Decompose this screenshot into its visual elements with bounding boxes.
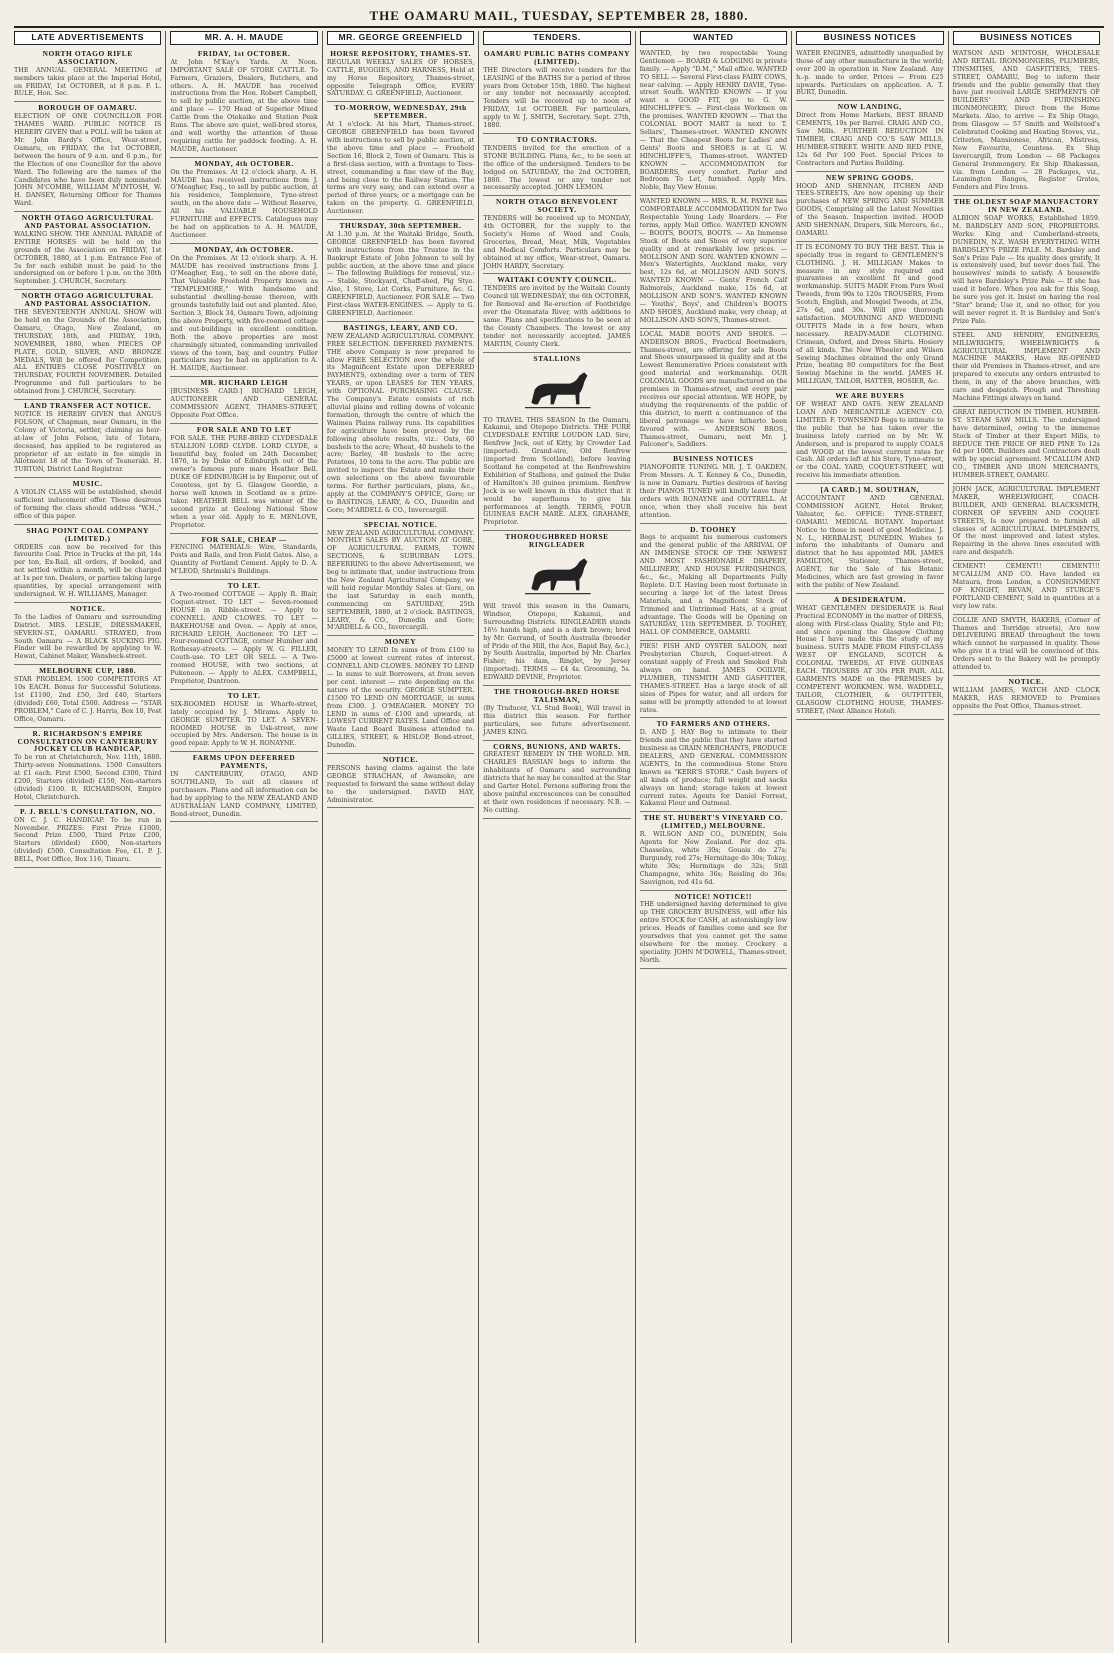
ad-title: D. TOOHEY [690, 524, 737, 534]
advertisement-to-contractors [483, 134, 630, 196]
advertisement-north-otago-agricultural-and-pastora [14, 212, 161, 290]
ad-body: WATER ENGINES, admittedly unequalled by those of any other manufacture in the world; over 200 in operation in New Zealand. Any h.-p. made to order. Prices — From £25 upwards. Particulars on application. A. T. BURT, Dunedin. [796, 48, 944, 97]
ad-body: THE SEVENTEENTH ANNUAL SHOW will be held on the Grounds of the Association, Oamaru, Otago, New Zealand, on THURSDAY, 18th, and FRIDAY, 19th, NOVEMBER, 1880, when PIECES OF PLATE, GOLD, SILVER, AND BRONZE MEDALS, Will be offered for Competition. ALL ENTRIES CLOSE POSITIVELY on THURSDAY, FOURTH NOVEMBER. Detailed Programme and full particulars to be obtained from J. CHURCH, Secretary. [14, 308, 162, 396]
ad-body: TENDERS are invited by the Waitaki County Council till WEDNESDAY, the 6th OCTOBER, for Removal and Re-erection of Footbridge over the Otematata River, with additions to same. Plans and specifications to be seen at the County Chambers. The lowest or any tender not necessarily accepted. JAMES MARTIN, County Clerk. [483, 284, 631, 348]
advertisement-waitaki-county-council [483, 274, 630, 352]
column-header: MR. GEORGE GREENFIELD [327, 31, 474, 45]
ad-body: TENDERS invited for the erection of a STONE BUILDING. Plans, &c., to be seen at the office of the undersigned. Tenders to be lodged on SATURDAY, the 2nd OCTOBER, 1880. The lowest or any tender not necessarily accepted. JOHN LEMON. [483, 143, 631, 192]
column-header: BUSINESS NOTICES [796, 31, 943, 45]
ad-title: FOR SALE AND TO LET [196, 424, 292, 434]
ad-title: MUSIC. [72, 479, 103, 489]
ad-title: WAITAKI COUNTY COUNCIL. [497, 275, 617, 285]
advertisement-north-otago-rifle-association [14, 48, 161, 102]
horse-illustration-icon [512, 366, 602, 414]
horse-illustration-icon [512, 552, 602, 600]
ad-body: JOHN JACK, AGRICULTURAL IMPLEMENT MAKER, WHEELWRIGHT, COACH-BUILDER, AND GENERAL BLACKSMITH, CORNER OF SEVERN AND COQUET-STREETS, Is now prepared to furnish all classes of AGRICULTURAL IMPLEMENTS, Of the most improved and latest styles. Repairing in the above lines executed with care and despatch. [952, 485, 1100, 557]
ad-body: A Two-roomed COTTAGE — Apply R. Blair, Coquet-street. TO LET — Seven-roomed HOUSE in Ribble-street. — Apply to CONNELL AND CLOWES. TO LET — BAKEHOUSE and Oven. — Apply at once, RICHARD LEIGH, Auctioneer. TO LET — Four-roomed COTTAGE, corner Humber and Rothesay-streets. — Apply W. G. FILLER, Couth-use. TO LET OR SELL — A Two-roomed HOUSE, with two sections, at Pukeneon. — Apply to ALEX. CAMPBELL, Proprietor, Duntroon. [170, 590, 318, 685]
ad-title: NOTICE. [1008, 676, 1044, 686]
advertisement-monday-4th-october [170, 244, 317, 378]
ad-title: SHAG POINT COAL COMPANY (LIMITED.) [26, 525, 149, 543]
ad-title: TO-MORROW, WEDNESDAY, 29th SEPTEMBER. [334, 103, 467, 121]
advertisement-to-farmers-and-others [640, 718, 787, 812]
advertisement-corns-bunions-and-warts [483, 741, 630, 819]
ad-title: LAND TRANSFER ACT NOTICE. [24, 401, 152, 411]
advertisement-item-4 [953, 484, 1100, 561]
ad-title: SPECIAL NOTICE. [363, 519, 438, 529]
advertisement-p-j-bell-s-consultation-no [14, 806, 161, 868]
ad-body: To be run at Christchurch, Nov. 11th, 1880. Thirty-seven Nominations. 1500 Consulters at £1 each. First £500, Second £300, Third £200, Starters (divided) £150, Non-starters (divided) £100. R. RICHARDSON, Empire Hotel, Christchurch. [14, 753, 162, 801]
advertisement-item-3 [953, 407, 1100, 484]
advertisement-item-0 [796, 48, 943, 101]
advertisement-melbourne-cup-1880 [14, 665, 161, 727]
ad-body: R. WILSON AND CO., DUNEDIN, Sole Agents for New Zealand. Per doz qts. Chasselas, white 30s; Gouais do 27s; Burgundy, red 27s; Hermitage do 30s; Tokay, white 30s; Hermitage do 32s; Still Champagne, white 36s; Reisling do 36s; Sauvignon, red 41s 6d. [639, 830, 788, 886]
ad-body: WATSON AND M'INTOSH, WHOLESALE AND RETAIL IRONMONGERS, PLUMBERS, TINSMITHS, AND GASFITTERS, TEES-STREET, OAMARU, Beg to inform their friends and the public generally that they have just received LARGE SHIPMENTS OF BUILDERS' AND FURNISHING IRONMONGERY, Direct from the Home Markets. Also, to arrive — Ex Ship Otago, from Glasgow — 57 Smith and Wellstood's Celebrated Cooking and Heating Stoves, viz., Criterion, Mansionese, African, Mistress, New Favourite, Countess. Ex Ship Invercargill, from London — 68 Packages General Ironmongery. Ex Ship Rhakassan, via. from London — 28 Packages, viz., Leamington Ranges, Register Grates, Fenders and Fire Irons. [952, 48, 1100, 192]
ad-title: HORSE REPOSITORY, THAMES-ST. [330, 48, 471, 58]
ad-title: BUSINESS NOTICES [673, 454, 754, 464]
advertisement-the-oldest-soap-manufactory-in-new-z [953, 196, 1100, 330]
ad-title: BASTINGS, LEARY, AND CO. [343, 322, 458, 332]
ad-title: NORTH OTAGO BENEVOLENT SOCIETY. [496, 197, 618, 215]
advertisement-mr-richard-leigh [170, 377, 317, 424]
ad-body: Direct from Home Markets, BEST BRAND CEMENTS, 19s per Barrel. CRAIG AND CO., Saw Mills. FURTHER REDUCTION IN TIMBER. CRAIG AND CO.'S SAW MILLS, HUMBER-STREET. WHITE AND RED PINE, 12s 6d Per 100 Feet. Special Prices to Contractors and Parties Building. [796, 111, 944, 167]
ad-title: TO CONTRACTORS. [516, 134, 598, 144]
advertisement-item-6 [953, 615, 1100, 676]
advertisement-north-otago-agricultural-and-pastora [14, 290, 161, 400]
ad-title: NORTH OTAGO RIFLE ASSOCIATION. [42, 48, 133, 66]
advertisement-horse-repository-thames-st [327, 48, 474, 102]
advertisement-we-are-buyers [796, 390, 943, 484]
ad-title: [A CARD.] M. SOUTHAN, [820, 485, 920, 495]
ad-title: TO FARMERS AND OTHERS. [656, 719, 771, 729]
ad-title: NOTICE. [382, 755, 419, 765]
column-header: BUSINESS NOTICES [953, 31, 1100, 45]
ad-body: MONEY TO LEND In sums of from £100 to £5000 at lowest current rates of interest. CONNELL AND CLOWES. MONEY TO LEND — In sums to suit Borrowers, at from seven per cent. interest — rate depending on the nature of the security. GEORGE SUMPTER. £1500 TO LEND ON MORTGAGE, in sums from £300. J. O'MEAGHER. MONEY TO LEND in sums of £100 and upwards, at LOWEST CURRENT RATES. Land Office and Waste Land Board Business attended to. GILLIES, STREET, & HISLOP, Bond-street, Dunedin. [326, 646, 475, 750]
advertisement-business-notices [640, 453, 787, 523]
ad-body: At John M'Kay's Yards. At Noon. IMPORTANT SALE OF STORE CATTLE. To Farmers, Graziers, Dealers, Butchers, and others. A. H. MAUDE has received instructions from the Hon. Robert Campbell, to sell by public auction, at the above time and place — 170 Head of Superior Mixed Cattle from the Otekaike and Station Peak Runs. The above are quiet, well-bred stores, and well worthy the attention of those requiring cattle for paddock feeding. A. H. MAUDE, Auctioneer. [170, 57, 318, 153]
ad-title: WE ARE BUYERS [835, 391, 905, 401]
ad-body: CEMENT! CEMENT!! CEMENT!!! M'CALLUM AND CO. Have landed ex Mataura, from London, a CONSIGNMENT OF KNIGHT, BEVAN, AND STURGE'S PORTLAND CEMENT, Sold in quantities at a very low rate. [952, 562, 1100, 610]
ad-body: At 1 o'clock. At his Mart, Thames-street. GEORGE GREENFIELD has been favored with instructions to sell by public auction, at the above time and place — Freehold Section 16, Block 2, Town of Oamaru. This is a first-class section, with a frontage to Tees-street, commanding a fine view of the Bay, and being close to the Railway Station. The terms are very easy, and can extend over a period of three years; or a mortgage can be taken on the property. G. GREENFIELD, Auctioneer. [326, 120, 475, 216]
ad-title: STALLIONS [533, 353, 581, 363]
ad-title: MONDAY, 4th OCTOBER. [194, 158, 294, 168]
ad-body: STEEL AND HENDRY, ENGINEERS, MILLWRIGHTS, WHEELWRIGHTS & AGRICULTURAL IMPLEMENT AND MACHINE MAKERS, Have RE-OPENED their old Premises in Thames-street, and are prepared to execute any orders entrusted to them, in any of the above branches, with care and despatch. Plough and Threshing Machine Fittings always on hand. [952, 330, 1100, 402]
advertisement-to-morrow-wednesday-29th-september [327, 102, 474, 220]
advertisement-friday-1st-october [170, 48, 317, 158]
advertisement-item-2 [953, 330, 1100, 407]
ad-body: IT IS ECONOMY TO BUY THE BEST. This is specially true in regard to GENTLEMEN'S CLOTHING. J. H. MILLIGAN Makes to measure in any style required and guarantees an excellent fit and good workmanship. SUITS MADE From Pure Wool Tweeds, from 90s to 120s TROUSERS, From Scotch, English, and Mosgiel Tweeds, at 25s, 27s 6d, and 30s. Will give thorough satisfaction. MOURNING AND WEDDING OUTFITS Made in a few hours, when necessary. READY-MADE CLOTHING. Crimean, Oxford, and Dress Shirts. Hosiery of all kinds. The New Wheeler and Wilson Sewing Machines obtained the only Grand Prize, beating 80 competitors for the Best Sewing Machine in the world. JAMES H. MILLIGAN, TAILOR, HATTER, HOSIER, &c. [796, 242, 944, 386]
ad-title: NORTH OTAGO AGRICULTURAL AND PASTORAL ASSOCIATION. [21, 291, 154, 309]
ad-body: WALKING SHOW. THE ANNUAL PARADE of ENTIRE HORSES will be held on the grounds of the Association on FRIDAY, 1st OCTOBER, 1880, at 1 p.m. Entrance Fee of 5s for each exhibit must be paid to the undersigned on or before 1 p.m. on the 30th September. J. CHURCH, Secretary. [14, 229, 162, 286]
ad-title: NOW LANDING, [837, 102, 902, 112]
advertisement-new-spring-goods [796, 172, 943, 242]
ad-title: FRIDAY, 1st OCTOBER. [197, 48, 291, 58]
advertisement-item-5 [953, 561, 1100, 614]
ad-body: ON C. J. C. HANDICAP. To be run in November. PRIZES: First Prize £1000, Second Prize £500, Third Prize £200, Starters (divided) £600, Non-starters (divided) £500. Consultation Fee, £1. P. J. BELL, Post Office, Box 116, Timaru. [14, 815, 162, 864]
advertisement-money [327, 636, 474, 754]
advertisement-the-st-hubert-s-vineyard-co-limited- [640, 812, 787, 890]
ad-body: A VIOLIN CLASS will be established, should sufficient inducement offer. Those desirous of forming the class should address "W.H.," office of this paper. [14, 488, 162, 520]
column-6 [791, 31, 947, 1643]
ad-body: COLLIE AND SMYTH, BAKERS, (Corner of Thames and Torridge streets), Are now DELIVERING BREAD throughout the town which cannot be surpassed in quality. Those who give it a trial will be convinced of this. Orders sent to the Bakery will be promptly attended to. [952, 615, 1100, 672]
ad-body: THE Directors will receive tenders for the LEASING of the BATHS for a period of three years from October 15th, 1880. The highest or any tender not necessarily accepted. Tenders will be received up to noon of FRIDAY, 1st OCTOBER. For particulars, apply to W. J. SMITH, Secretary. Sept. 27th, 1880. [483, 65, 631, 130]
ad-body: To the Ladies of Oamaru and surrounding District. MRS. LESLIE, DRESSMAKER, SEVERN-ST., OAMARU. STRAYED, from South Oamaru — A BLACK SUCKING PIG. Finder will be rewarded by applying to W. Hewat, Cabinet Maker, Wansbeck-street. [14, 612, 162, 661]
ad-title: THOROUGHBRED HORSE RINGLEADER [505, 532, 609, 550]
ad-body: On the Premises. At 12 o'clock sharp. A. H. MAUDE has received instructions from J. O'Meagher, Esq., to sell on the above date, That Valuable Freehold Property known as "TEMPLEMORE," With handsome and substantial dwelling-house thereon, with grounds tastefully laid out and planted. Also, Section 3, Block 34, Oamaru Town, adjoining the above Property, with five-roomed cottage and out-buildings in excellent condition. Both the above properties are most charmingly situated, commanding unrivalled views of the town, bay, and country. Fuller particulars may be had on application to A. H. MAUDE, Auctioneer. [170, 253, 318, 373]
column-5 [635, 31, 791, 1643]
column-3 [322, 31, 478, 1643]
ad-body: ALBION SOAP WORKS, Established 1859. M. BARDSLEY AND SON, PROPRIETORS. Works: King and Cumberland-streets, DUNEDIN, N.Z. WASH EVERYTHING WITH BARDSLEY'S PRIZE PALE. M. Bardsley and Son's Prize Pale — Its quality does gratify, It is extensively used, but never does fail. The housewives' minds to satisfy. A housewife will have Bardsley's Prize Pale — If she has used it before. When you ask for this Soap, be sure you get it. Insist on having the real "Star" brand; Use it, and no other, for you will never regret it. It is Bardsley and Son's Prize Pale. [952, 214, 1100, 325]
advertisement-item-3 [796, 242, 943, 390]
ad-body: LOCAL MADE BOOTS AND SHOES. — ANDERSON BROS., Practical Bootmakers, Thames-street, are offering for sale Boots and Shoes unsurpassed in quality and at the Lowest Remunerative Prices consistent with good material and workmanship. OUR COLONIAL GOODS are manufactured on the premises in Thames-street, and every pair receives our special attention. WE HOPE, by studying the requirements of the public of this district, to merit a continuance of the liberal patronage we have hitherto been favored with. — ANDERSON BROS., Thames-street, Oamaru, next Mr. J. Falconer's, Saddlers. [639, 329, 788, 449]
advertisement-notice [327, 754, 474, 808]
advertisement-monday-4th-october [170, 158, 317, 244]
ad-body: PIANOFORTE TUNING. MR. J. T. OAKDEN, From Messrs. A. T. Kenney & Co., Dunedin, is now in Oamaru. Parties desirous of having their PIANOS TUNED will kindly leave their orders with RONAYNE and COTTRELL. At once, when they shall receive his best attention. [639, 463, 788, 519]
ad-body: GREAT REDUCTION IN TIMBER. HUMBER-ST. STEAM SAW MILLS. The undersigned have determined, owing to the immense Stock of Timber at their Export Mills, to REDUCE THE PRICE OF RED PINE To 12s 6d per 100ft. Builders and Contractors dealt with by special agreement. M'CALLUM AND CO., TIMBER AND IRON MERCHANTS, HUMBER-STREET, OAMARU. [952, 407, 1100, 480]
advertisement-item-0 [953, 48, 1100, 196]
advertisement-to-let [170, 580, 317, 690]
ad-title: R. RICHARDSON'S EMPIRE CONSULTATION ON CANTERBURY JOCKEY CLUB HANDICAP, [17, 728, 158, 754]
ad-body: WANTED KNOWN — MRS. R. M. PAYNE has COMFORTABLE ACCOMMODATION for Two Respectable Young Lady Boarders. — For terms, apply Mail Office. WANTED KNOWN — BOOTS, BOOTS, BOOTS. — An Immense Stock of Boots and Shoes of very superior quality and at remarkably low prices. — MOLLISON AND SON. WANTED KNOWN — Men's Watertights, Auckland make, very best, 12s 6d, at MOLLISON AND SON'S. WANTED KNOWN — Gents' French Calf Balmorals, Auckland make, 15s 6d, at MOLLISON AND SON'S. WANTED KNOWN — Youths', Boys', and Children's BOOTS AND SHOES, Auckland make, very cheap, at MOLLISON AND SON'S, Thames-street. [639, 197, 788, 324]
advertisement-a-card-m-southan [796, 484, 943, 594]
ad-body: HOOD AND SHENNAN, ITCHEN AND TEES-STREETS, Are now opening up their purchases of NEW SPRING AND SUMMER GOODS, Comprising all the Latest Novelties of the Season. Inspection invited. HOOD AND SHENNAN, Drapers, Silk Mercers, &c., OAMARU. [796, 181, 944, 237]
ad-title: BOROUGH OF OAMARU. [38, 103, 138, 113]
ad-title: THE OLDEST SOAP MANUFACTORY IN NEW ZEALAND. [953, 197, 1099, 215]
ad-title: MONEY [384, 637, 417, 647]
column-header: MR. A. H. MAUDE [170, 31, 317, 45]
ad-body: STAR PROBLEM. 1500 COMPETITORS AT 10s EACH. Bonus for Successful Solutions. 1st £1100, 2nd £50, 3rd £40, Starters (divided) £60, Total £500. Address — "STAR PROBLEM," Care of C. J. Harris, Box 10, Post Office, Oamaru. [14, 675, 162, 723]
advertisement-item-2 [640, 329, 787, 454]
ad-body: WILLIAM JAMES, WATCH AND CLOCK MAKER, HAS REMOVED to Premises opposite the Post Office, Thames-street. [952, 685, 1100, 710]
ad-body: REGULAR WEEKLY SALES OF HORSES, CATTLE, BUGGIES, AND HARNESS, Held at my Horse Repository, Thames-street, opposite Telegraph Office, EVERY SATURDAY. G. GREENFIELD, Auctioneer. [326, 57, 475, 98]
ad-title: CORNS, BUNIONS, AND WARTS. [493, 741, 621, 751]
advertisement-notice-notice [640, 891, 787, 969]
column-4 [478, 31, 634, 1643]
column-1 [14, 31, 165, 1643]
advertisement-thoroughbred-horse-ringleader [483, 531, 630, 686]
ad-title: OAMARU PUBLIC BATHS COMPANY (LIMITED). [483, 48, 631, 66]
ad-title: MONDAY, 4th OCTOBER. [194, 244, 294, 254]
ad-title: P. J. BELL'S CONSULTATION, NO. [19, 806, 156, 816]
masthead-rule [14, 26, 1104, 28]
ad-body: TENDERS will be received up to MONDAY, 4th OCTOBER, for the supply to the Society's Home of Wood and Coals, Groceries, Bread, Meat, Milk, Vegetables and Medical Comforts. Particulars may be obtained at my office, Wear-street, Oamaru. JOHN HARDY, Secretary. [483, 214, 631, 270]
ad-body: FOR SALE. THE PURE-BRED CLYDESDALE STALLION LORD CLYDE. LORD CLYDE, a beautiful bay, foaled on 24th December, 1876, is by Duke of Edinburgh out of the owner's famous pure mare Heather Bell. DUKE OF EDINBURGH is by Emperor, out of Countess, got by G. Glasgow Geordie, a horse well known in Scotland as a prize-taker. HEATHER BELL was winner of the second prize at Geelong National Show when a year old. Apply to E. MENLOVE, Proprietor. [170, 433, 318, 529]
advertisement-the-thorough-bred-horse-talisman [483, 686, 630, 740]
ad-body: THE ANNUAL GENERAL MEETING of members takes place at the Imperial Hotel, on FRIDAY, 1st OCTOBER, at 8 p.m. F. L. RULE, Hon. Sec. [14, 65, 162, 98]
advertisement-special-notice [327, 519, 474, 637]
ad-body: WANTED, by two respectable Young Gentlemen — BOARD & LODGING in private family. — Apply "D.M.," Mail office. WANTED TO SELL — Several First-class FAIRY COWS, near calving. — Apply HENRY DAVIE, Tyne-street South. WANTED KNOWN — If you want a GOOD FIT, go to G. W. HINCHLIFFE'S. — First-class Workmen on the premises. WANTED KNOWN — That the COLONIAL BOOT MART is next to T. Sellars', Thames-street. WANTED KNOWN — That the Cheapest Boots for Ladies' and Gents' Boots and SHOES is at G. W. HINCHLIFFE'S, Thames-street. WANTED KNOWN — ACCOMMODATION for BOARDERS, every comfort. Parlor and Bedroom To Let, furnished. Apply Mrs. Noble, Bay View House. [639, 48, 788, 192]
column-header: TENDERS. [483, 31, 630, 45]
column-7 [948, 31, 1104, 1643]
masthead: THE OAMARU MAIL, TUESDAY, SEPTEMBER 28, 1880. [369, 8, 749, 23]
ad-body: WHAT GENTLEMEN DESIDERATE is Real Practical ECONOMY in the matter of DRESS, along with First-class Quality, Style and Fit; and since opening the Glasgow Clothing House I have made this the study of my business. SUITS MADE FROM FIRST-CLASS WEST OF ENGLAND, SCOTCH & COLONIAL TWEEDS, AT FIVE GUINEAS EACH. TROUSERS AT 30s PER PAIR. ALL GARMENTS MADE on the PREMISES by COMPETENT WORKMEN. WM. WADDELL, TAILOR, CLOTHIER, & OUTFITTER, GLASGOW CLOTHING HOUSE, THAMES-STREET, (Next Alliance Hotel). [796, 603, 944, 715]
advertisement-item-1 [640, 196, 787, 329]
advertisement-bastings-leary-and-co [327, 322, 474, 519]
ad-title: NOTICE. [70, 603, 106, 613]
advertisement-for-sale-cheap [170, 534, 317, 581]
ad-title: TO LET. [227, 581, 261, 591]
ad-body: ORDERS can now be received for this favourite Coal. Price in Trucks at the pit, 14s per ton, Ex-Rail, all orders, if booked, and not settled within a month, will be charged at 1s per ton. Dealers, or parties taking large quantities, by special arrangement with undersigned. W. H. WILLIAMS, Manager. [14, 542, 162, 598]
ad-body: At 1.30 p.m. At the Waitaki Bridge, South. GEORGE GREENFIELD has been favored with instructions from the Trustee in the Bankrupt Estate of John Johnson to sell by public auction, at the above time and place — The following Buildings for removal, viz.: — Stable, Stockyard, Chaff-shed, Pig Stye. Also, 1 Stove, Lot Corks, Furniture, &c. G. GREENFIELD, Auctioneer. FOR SALE — Two First-class WATER-ENGINES. — Apply to G. GREENFIELD, Auctioneer. [326, 229, 475, 317]
ad-body: IN CANTERBURY, OTAGO, AND SOUTHLAND, To suit all classes of purchasers. Plans and all information can be had by applying to the NEW ZEALAND AND AUSTRALIAN LAND COMPANY, LIMITED, Bond-street, Dunedin. [170, 770, 318, 818]
ad-body: NEW ZEALAND AGRICULTURAL COMPANY. MONTHLY SALES BY AUCTION AT GORE, OF AGRICULTURAL FARMS, TOWN SECTIONS, & SUBURBAN LOTS. REFERRING to the above Advertisement, we beg to intimate that, under instructions from the New Zealand Agricultural Company, we will hold regular Monthly Sales at Gore, on the last Saturday in each month, commencing on SATURDAY, 25th SEPTEMBER, 1880, at 2 o'clock. BASTINGS, LEARY, & CO., Dunedin and Gore; M'ARDELL & CO., Invercargill. [326, 528, 475, 632]
ad-title: MELBOURNE CUP, 1880. [39, 666, 137, 676]
ad-title: FARMS UPON DEFERRED PAYMENTS, [192, 753, 296, 771]
advertisement-a-desideratum [796, 594, 943, 720]
advertisement-for-sale-and-to-let [170, 424, 317, 534]
ad-body: NEW ZEALAND AGRICULTURAL COMPANY. FREE SELECTION. DEFERRED PAYMENTS. THE above Company is now prepared to allow FREE SELECTION over the whole of its Magnificent Estate upon DEFERRED PAYMENTS, extending over a term of TEN YEARS, or upon LEASES for TEN YEARS, with OPTIONAL PURCHASING CLAUSE. The Company's Estate consists of rich alluvial plains and rolling downs of volcanic formation, through the centre of which the Waimea Plains railway runs. Its capabilities for agriculture have been proved by the following absolute results, viz.: Oats, 60 bushels to the acre; Wheat, 40 bushels to the acre; Barley, 48 bushels to the acre; Potatoes, 10 tons to the acre. The public are invited to inspect the Estate and make their own selections on the above favourable terms. For further particulars, plans, &c., apply at the COMPANY'S OFFICE, Gore; or to BASTINGS, LEARY, & CO., Dunedin and Gore; M'ARDELL & CO., Invercargill. [326, 331, 475, 514]
ad-body: ELECTION OF ONE COUNCILLOR FOR THAMES WARD. PUBLIC NOTICE IS HEREBY GIVEN that a POLL will be taken at Mr. John Bardy's Office, Wear-street, Oamaru, on FRIDAY, the 1st OCTOBER, between the hours of 9 a.m. and 6 p.m., for the Election of one Councillor for the above Ward. The following are the names of the Candidates who have been duly nominated: JOHN M'COMBE, WILLIAM M'INTOSH, W. H. DANSEY, Returning Officer for Thames Ward. [14, 112, 162, 208]
ad-body: PIES! FISH AND OYSTER SALOON, next Presbyterian Church, Coquet-street. A constant supply of Fresh and Smoked Fish always on hand. JAMES OGILVIE, PLUMBER, TINSMITH AND GASFITTER, THAMES-STREET. Has a large stock of all sizes of Pipes for water, and all orders for same will be promptly attended to at lowest rates. [639, 642, 788, 714]
ad-title: A DESIDERATUM. [833, 594, 906, 604]
advertisement-item-5 [640, 641, 787, 718]
ad-title: NOTICE! NOTICE!! [674, 891, 752, 901]
ad-body: Begs to acquaint his numerous customers and the general public of the ARRIVAL OF AN IMMENSE STOCK OF THE NEWEST AND MOST FASHIONABLE DRAPERY, MILLINERY, AND HOUSE FURNISHINGS, &c., &c., Making all Departments Fully Replete. D.T. Having been most fortunate in securing a large lot of the latest Dress Materials, and a Magnificent Stock of Trimmed and Untrimmed Hats, at a great advantage. The Goods will be Opening on SATURDAY, 11th SEPTEMBER. D. TOOHEY, HALL OF COMMERCE, OAMARU. [639, 533, 788, 637]
advertisement-stallions [483, 353, 630, 532]
advertisement-notice [14, 603, 161, 665]
columns-container [14, 31, 1104, 1643]
ad-title: NORTH OTAGO AGRICULTURAL AND PASTORAL ASSOCIATION. [21, 213, 154, 231]
ad-body: NOTICE IS HEREBY GIVEN that ANGUS FOLSON, of Chapman, near Oamaru, in the Colony of Victoria, settler, claiming as heir-at-law of John Folson, late of Totara, deceased, has applied to be registered as proprietor of an estate in fee simple in Allotment 18 of the Town of Teaneraki. H. TURTON, District Land Registrar. [14, 409, 162, 474]
advertisement-item-0 [640, 48, 787, 196]
ad-title: THURSDAY, 30th SEPTEMBER. [339, 221, 462, 231]
column-header: WANTED [640, 31, 787, 45]
ad-body: [BUSINESS CARD.] RICHARD LEIGH, AUCTIONEER AND GENERAL COMMISSION AGENT, THAMES-STREET, Opposite Post Office. [170, 387, 318, 419]
ad-body: Will travel this season in the Oamaru, Windsor, Otepopo, Kakanui, and Surrounding Districts. RINGLEADER stands 16½ hands high, and is a dark brown; bred by Mr. Gerrand, of South Australia (breeder of Pride of the Hill, the Ace, Rapid Bay, &c.), by South Australia, imported by Mr. Charles Fisher; his dam, Ringlet, by Jersey (imported). TERMS — £4 4s. Grooming, 5s. EDWARD DEVINE, Proprietor. [483, 602, 631, 682]
advertisement-notice [953, 676, 1100, 715]
advertisement-now-landing [796, 101, 943, 171]
ad-title: MR. RICHARD LEIGH [200, 378, 288, 388]
ad-body: OF WHEAT AND OATS. NEW ZEALAND LOAN AND MERCANTILE AGENCY CO. LIMITED. F. TOWNSEND Begs to intimate to the public that he has taken over the business lately carried on by Mr. W. Anderson, and is prepared to supply COALS and WOOD at the lowest current rates for Cash. All orders left at his Store, Tyne-street, or the COAL YARD, COQUET-STREET, will receive his immediate attention. [796, 400, 944, 480]
column-2 [165, 31, 321, 1643]
advertisement-to-let [170, 690, 317, 752]
ad-title: FOR SALE, CHEAP — [201, 534, 287, 544]
ad-title: THE ST. HUBERT'S VINEYARD CO. (LIMITED,) MELBOURNE. [643, 813, 784, 831]
advertisement-shag-point-coal-company-limited [14, 525, 161, 603]
ad-body: SIX-ROOMED HOUSE in Wharfe-street, lately occupied by J. Mirams. Apply to GEORGE SUMPTER. TO LET. A SEVEN-ROOMED HOUSE in Usk-street, now occupied by Mrs. Anderson. The house is in good repair. Apply to W. H. RONAYNE. [170, 699, 318, 748]
ad-title: THE THOROUGH-BRED HORSE TALISMAN, [493, 687, 621, 704]
ad-title: TO LET. [227, 690, 261, 700]
ad-title: NEW SPRING GOODS. [825, 172, 914, 182]
ad-body: PERSONS having claims against the late GEORGE STRACHAN, of Awamoko, are requested to forward the same without delay to the undersigned. DAVID HAY, Administrator. [326, 763, 475, 804]
advertisement-north-otago-benevolent-society [483, 196, 630, 274]
advertisement-land-transfer-act-notice [14, 400, 161, 478]
advertisement-music [14, 478, 161, 525]
ad-body: ACCOUNTANT AND GENERAL COMMISSION AGENT, Hotel Broker, Valuator, &c. OFFICE: TYNE-STREET, OAMARU. MEDICAL BOTANY. Important Notice to those in need of good Medicine. J. N. L., HERBALIST, DUNEDIN. Wishes to inform the inhabitants of Oamaru and district that he has appointed MR. JAMES FAMILTON, Stationer, Thames-street, AGENT, for the Sale of his Botanic Medicines, which are fast growing in favor with the public of New Zealand. [796, 494, 944, 589]
advertisement-farms-upon-deferred-payments [170, 752, 317, 822]
advertisement-r-richardson-s-empire-consultation-o [14, 728, 161, 806]
ad-body: On the Premises. At 12 o'clock sharp. A. H. MAUDE has received instructions from J. O'Meagher, Esq., to sell by public auction, at his residence, Templemore, Tyne-street south, on the above date — Without Reserve, All his VALUABLE HOUSEHOLD FURNITURE and EFFECTS. Catalogues may be had on application to A. H. MAUDE, Auctioneer. [170, 167, 318, 239]
ad-body: D. AND J. HAY Beg to intimate to their friends and the public that they have started business as GRAIN MERCHANTS, PRODUCE DEALERS, AND GENERAL COMMISSION AGENTS, In the commodious Stone Store known as "KERR'S STORE." Cash buyers of all kinds of produce; full weight and sacks always on hand; storage taken at lowest current rates. Agents for Daniel Forrest, Kakanui Flour and Oatmeal. [639, 728, 788, 808]
column-header: LATE ADVERTISEMENTS [14, 31, 161, 45]
advertisement-d-toohey [640, 524, 787, 642]
ad-body: (By Traducer, V.L Stud Book), Will travel in this district this season. For further particulars, see future advertisement. JAMES KING. [483, 703, 631, 736]
ad-body: THE undersigned having determined to give up THE GROCERY BUSINESS, will offer his entire STOCK for CASH, at astonishingly low prices. Heads of families come and see for yourselves that you cannot get the same elsewhere for the money. Crockery a speciality. JOHN M'DOWELL, Thames-street, North. [639, 900, 788, 964]
advertisement-borough-of-oamaru [14, 102, 161, 212]
ad-body: GREATEST REMEDY IN THE WORLD. MR. CHARLES BASSIAN begs to inform the inhabitants of Oamaru and surrounding districts that he may be consulted at the Star and Garter Hotel. Persons suffering from the above painful excrescences can be consulted at their own residences if necessary. N.B. — No cutting. [483, 750, 631, 814]
advertisement-oamaru-public-baths-company-limited [483, 48, 630, 134]
advertisement-thursday-30th-september [327, 220, 474, 322]
ad-body: TO TRAVEL THIS SEASON In the Oamaru, Kakanui, and Otepopo Districts. THE PURE CLYDESDALE ENTIRE LOUDON LAD. Sire, Renfrew Jock, out of Kitty, by Crowder Lad (imported). Grand-sire, Old Renfrew (imported from Scotland), before leaving Scotland he competed at the Renfrewshire Exhibition of Stallions, and gained the Duke of Hamilton's 30 guinea premium. Renfrew Jock is so well known in this district that it would be superfluous to give his performances at length. TERMS, FOUR GUINEAS EACH MARE. ALEX. GRAHAME, Proprietor. [483, 415, 631, 527]
ad-body: FENCING MATERIALS: Wire, Standards, Posts and Rails, and Iron Field Gates. Also, a Quantity of Portland Cement. Apply to D. A. M'LEOD, Shrimski's Buildings. [170, 543, 318, 576]
